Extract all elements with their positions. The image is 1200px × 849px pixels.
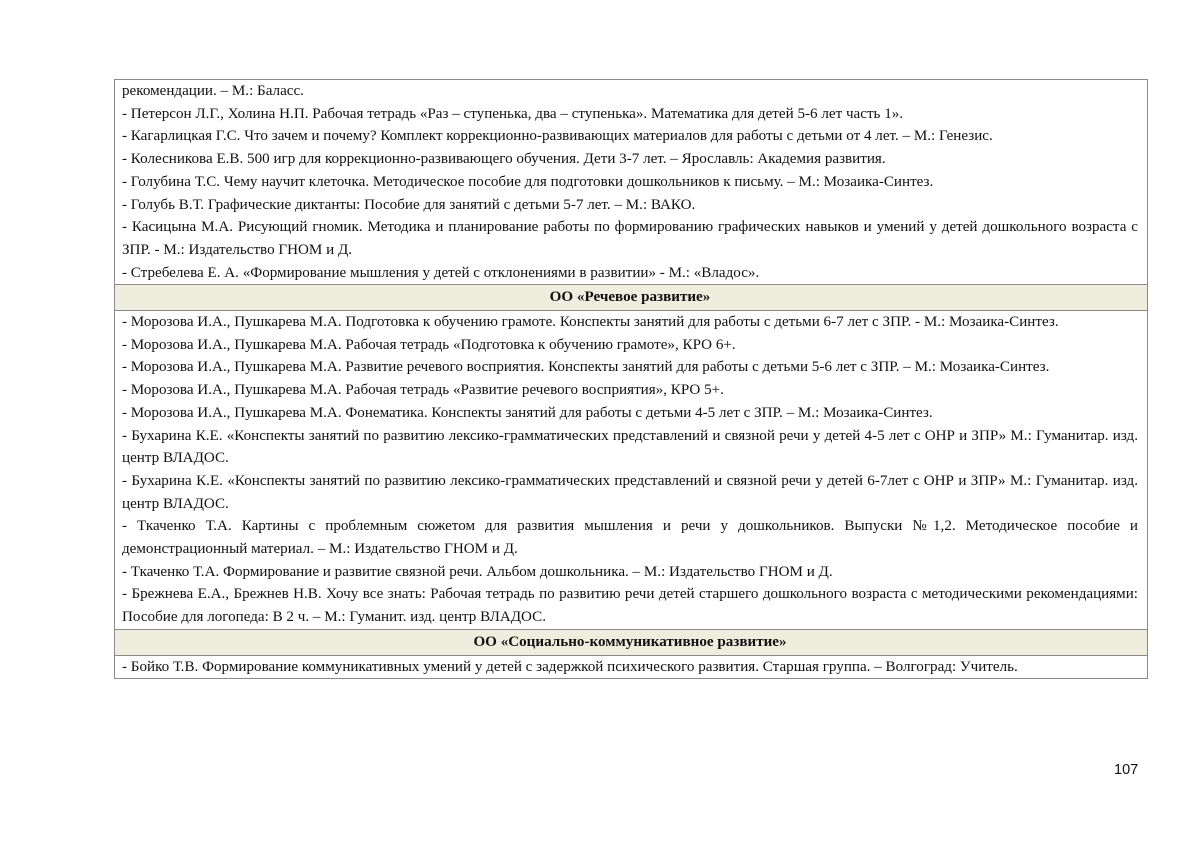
entries-cell xyxy=(115,80,1148,285)
page-number: 107 xyxy=(1114,762,1139,778)
bibliography-table xyxy=(114,79,1148,679)
list-item: - Ткаченко Т.А. Формирование и развитие связной речи. Альбом дошкольника. – М.: Издательство ГНОМ и Д. xyxy=(122,563,833,580)
entries-cell xyxy=(115,655,1148,679)
table-row xyxy=(115,285,1148,311)
list-item: - Бухарина К.Е. «Конспекты занятий по развитию лексико-грамматических представлений и связной речи у детей 4-5 лет с ОНР и ЗПР» М.: Гуманитар. изд. центр ВЛАДОС. xyxy=(122,427,1138,467)
section-heading-speech: ОО «Речевое развитие» xyxy=(115,285,1148,311)
list-item: рекомендации. – М.: Баласс. xyxy=(122,83,304,99)
list-item: - Бухарина К.Е. «Конспекты занятий по развитию лексико-грамматических представлений и связной речи у детей 6-7лет с ОНР и ЗПР» М.: Гуманитар. изд. центр ВЛАДОС. xyxy=(122,472,1138,512)
list-item: - Бойко Т.В. Формирование коммуникативных умений у детей с задержкой психического развития. Старшая группа. – Волгоград: Учитель. xyxy=(122,658,1018,675)
list-item: - Петерсон Л.Г., Холина Н.П. Рабочая тетрадь «Раз – ступенька, два – ступенька». Математика для детей 5-6 лет часть 1». xyxy=(122,105,904,122)
entries-cell xyxy=(115,311,1148,630)
table-row xyxy=(115,629,1148,655)
list-item: - Брежнева Е.А., Брежнев Н.В. Хочу все знать: Рабочая тетрадь по развитию речи детей старшего дошкольного возраста с методическими рекомендациями: Пособие для логопеда: В 2 ч. – М.: Гуманит. изд. центр ВЛАДОС. xyxy=(122,586,1138,626)
table-row xyxy=(115,311,1148,630)
list-item: - Стребелева Е. А. «Формирование мышления у детей с отклонениями в развитии» - М.: «Владос». xyxy=(122,264,760,281)
list-item: - Голубина Т.С. Чему научит клеточка. Методическое пособие для подготовки дошкольников к письму. – М.: Мозаика-Синтез. xyxy=(122,173,934,190)
list-item: - Морозова И.А., Пушкарева М.А. Рабочая тетрадь «Подготовка к обучению грамоте», КРО 6+. xyxy=(122,336,736,353)
list-item: - Голубь В.Т. Графические диктанты: Пособие для занятий с детьми 5-7 лет. – М.: ВАКО. xyxy=(122,196,696,213)
section-heading-social: ОО «Социально-коммуникативное развитие» xyxy=(115,629,1148,655)
list-item: - Колесникова Е.В. 500 игр для коррекционно-развивающего обучения. Дети 3-7 лет. – Ярославль: Академия развития. xyxy=(122,151,886,168)
list-item: - Морозова И.А., Пушкарева М.А. Развитие речевого восприятия. Конспекты занятий для работы с детьми 5-6 лет с ЗПР. – М.: Мозаика-Синтез. xyxy=(122,359,1050,376)
list-item: - Касицына М.А. Рисующий гномик. Методика и планирование работы по формированию графических навыков и умений у детей дошкольного возраста с ЗПР. - М.: Издательство ГНОМ и Д. xyxy=(122,219,1138,258)
list-item: - Морозова И.А., Пушкарева М.А. Подготовка к обучению грамоте. Конспекты занятий для работы с детьми 6-7 лет с ЗПР. - М.: Мозаика-Синтез. xyxy=(122,314,1059,331)
list-item: - Морозова И.А., Пушкарева М.А. Фонематика. Конспекты занятий для работы с детьми 4-5 лет с ЗПР. – М.: Мозаика-Синтез. xyxy=(122,404,933,421)
list-item: - Кагарлицкая Г.С. Что зачем и почему? Комплект коррекционно-развивающих материалов для работы с детьми от 4 лет. – М.: Генезис. xyxy=(122,128,993,145)
table-row xyxy=(115,655,1148,679)
list-item: - Морозова И.А., Пушкарева М.А. Рабочая тетрадь «Развитие речевого восприятия», КРО 5+. xyxy=(122,382,724,399)
table-row xyxy=(115,80,1148,285)
list-item: - Ткаченко Т.А. Картины с проблемным сюжетом для развития мышления и речи у дошкольников. Выпуски №1,2. Методическое пособие и демонстрационный материал. – М.: Издательство ГНОМ и Д. xyxy=(122,518,1138,558)
